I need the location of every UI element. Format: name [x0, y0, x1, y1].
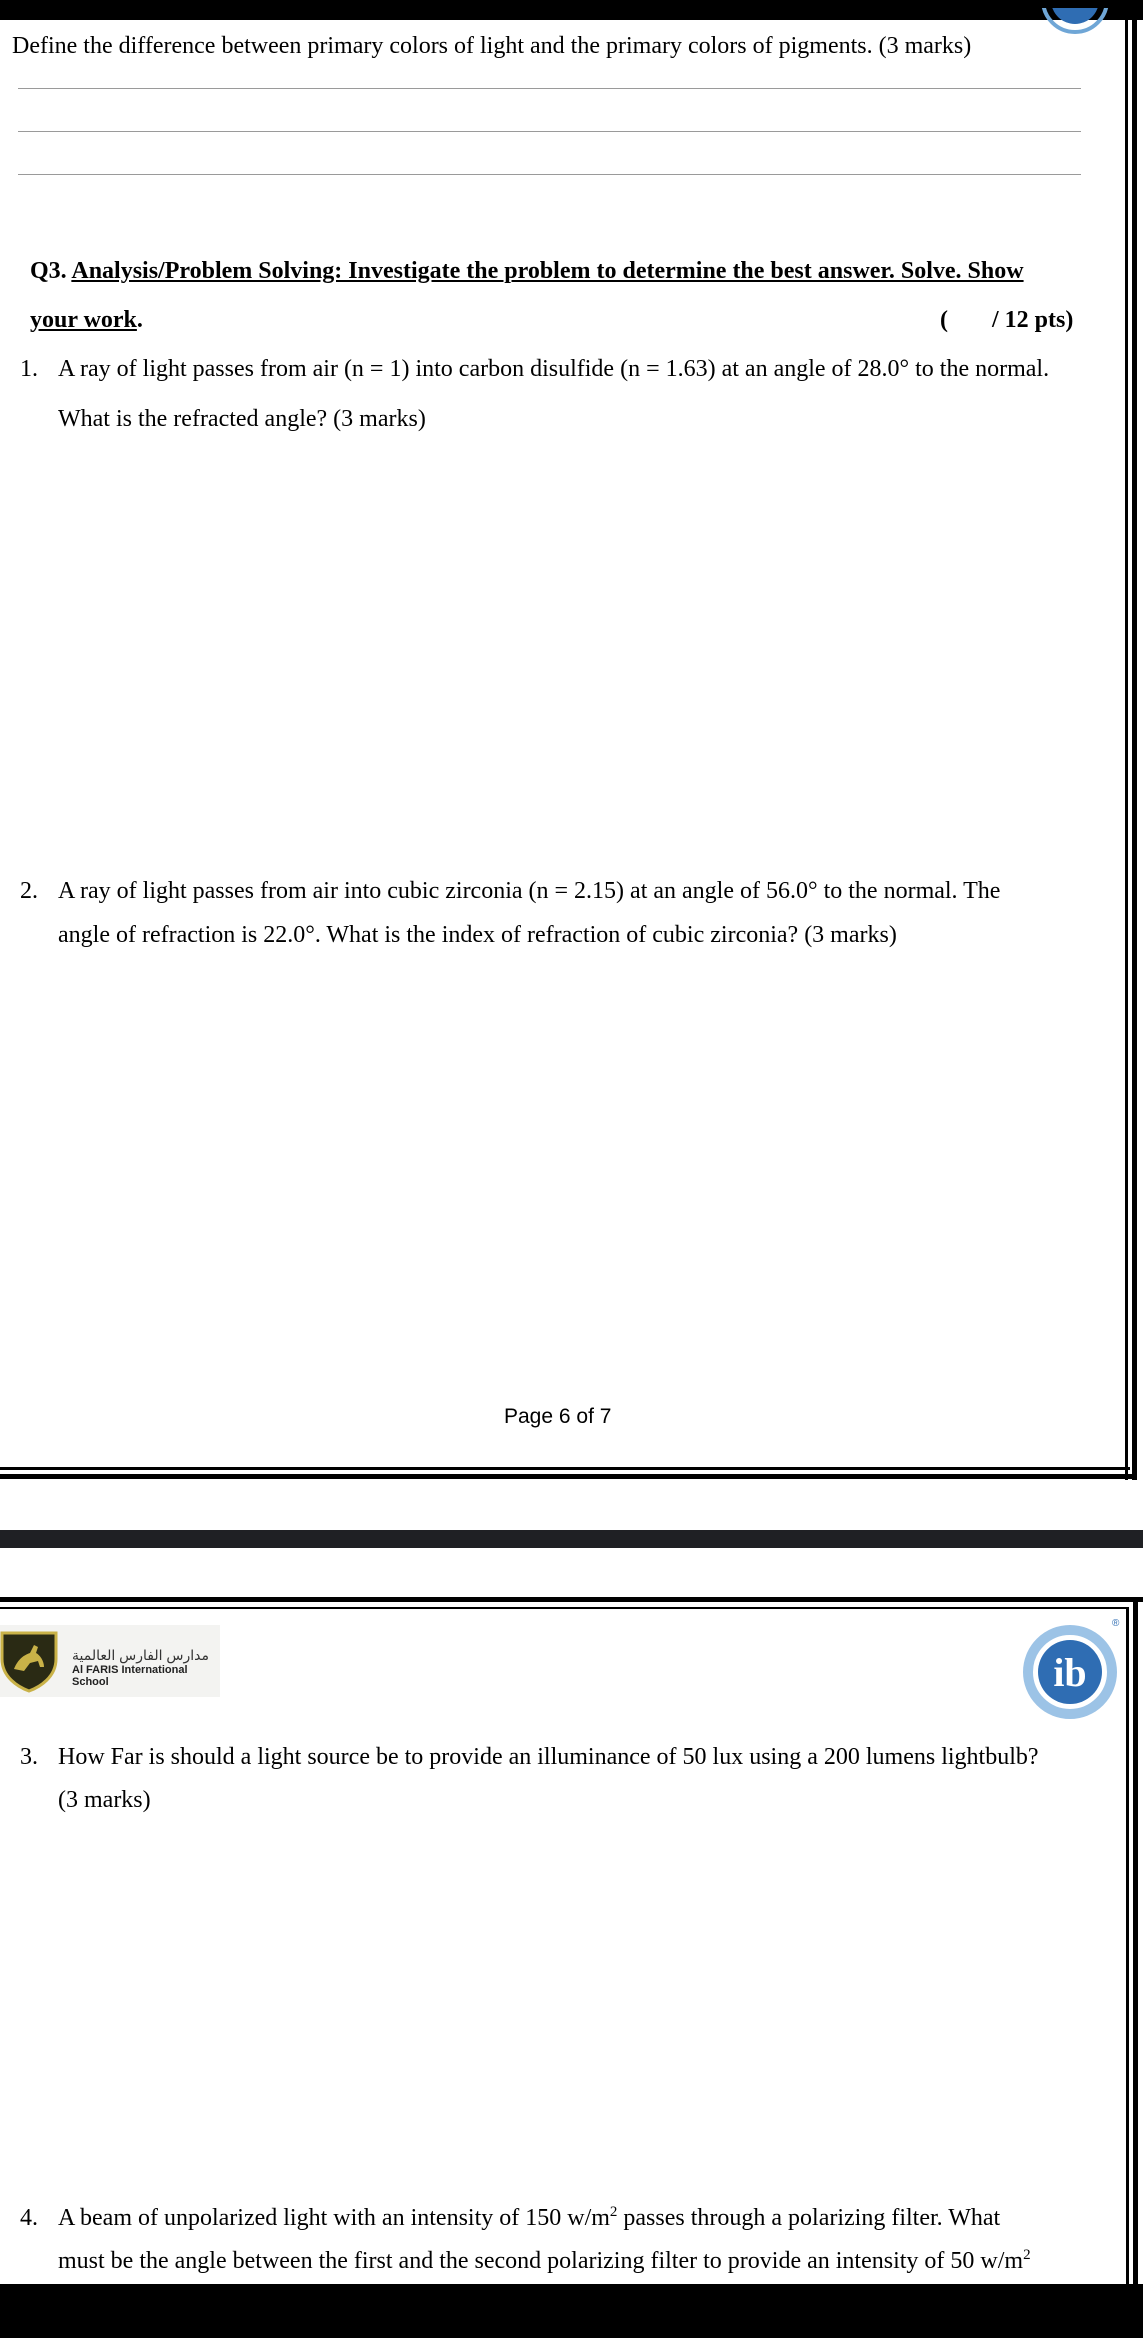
school-name-arabic: مدارس الفارس العالمية: [72, 1647, 209, 1663]
page-gap-band: [0, 1530, 1143, 1548]
q4-line2-a: must be the angle between the first and the second polarizing filter to provide an intensity of 50 w/m: [58, 2248, 1024, 2274]
ib-registered-mark: ®: [1112, 1618, 1120, 1629]
bottom-black-bar: [0, 2284, 1143, 2338]
q2-number: 2.: [20, 878, 38, 904]
section-heading: [30, 257, 1024, 286]
q3-line2: (3 marks): [58, 1787, 151, 1813]
answer-line-1[interactable]: [18, 88, 1081, 89]
page-frame-right: [1125, 20, 1128, 1480]
q1-line1: A ray of light passes from air (n = 1) into carbon disulfide (n = 1.63) at an angle of 28.0° to the normal.: [58, 356, 1050, 382]
q4-line2-sup: 2: [1023, 2247, 1031, 2263]
page-footer: Page 6 of 7: [504, 1405, 612, 1428]
school-name-english: Al FARIS International School: [72, 1664, 188, 1688]
score-open: (: [940, 307, 948, 333]
q4-number: 4.: [20, 2205, 38, 2231]
section-title-line1: Analysis/Problem Solving: Investigate the problem to determine the best answer. Solve. Show: [71, 258, 1024, 284]
answer-line-2[interactable]: [18, 131, 1081, 132]
q1-number: 1.: [20, 356, 38, 382]
lower-frame-right-outer: [1133, 1602, 1138, 2297]
lower-frame-top: [0, 1607, 1128, 1609]
q4-line1: [58, 2204, 1000, 2233]
section-title-line2: your work: [30, 307, 137, 333]
section-heading-line2: [30, 306, 143, 335]
q3-number: 3.: [20, 1744, 38, 1770]
lower-frame-right: [1126, 1607, 1129, 2297]
q1-line2: What is the refracted angle? (3 marks): [58, 406, 426, 432]
q3-line1: How Far is should a light source be to provide an illuminance of 50 lux using a 200 lumens lightbulb?: [58, 1744, 1039, 1770]
answer-line-3[interactable]: [18, 174, 1081, 175]
section-number: Q3.: [30, 258, 67, 284]
q4-line1-sup: 2: [609, 2204, 618, 2220]
define-question: Define the difference between primary colors of light and the primary colors of pigments. (3 marks): [12, 33, 972, 59]
q4-line2: [58, 2247, 1031, 2276]
shield-icon: [0, 1629, 58, 1693]
page-frame-right-outer: [1132, 20, 1137, 1480]
lower-frame-top-outer: [0, 1597, 1143, 1602]
school-logo: [0, 1625, 220, 1697]
ib-badge-partial: [1035, 8, 1115, 48]
section-title-period: .: [136, 307, 143, 333]
ib-logo: [1018, 1620, 1118, 1720]
page-frame-bottom: [0, 1467, 1130, 1470]
q4-line1-a: A beam of unpolarized light with an intensity of 150 w/m: [58, 2205, 610, 2231]
q4-line1-b: passes through a polarizing filter. What: [617, 2205, 1001, 2231]
q2-line1: A ray of light passes from air into cubic zirconia (n = 2.15) at an angle of 56.0° to the normal. The: [58, 878, 1001, 904]
score-total: / 12 pts): [992, 307, 1074, 333]
page-frame-bottom-outer: [0, 1474, 1137, 1479]
svg-text:ib: ib: [1053, 1650, 1087, 1695]
top-black-bar: [0, 0, 1143, 20]
q2-line2: angle of refraction is 22.0°. What is the index of refraction of cubic zirconia? (3 marks): [58, 922, 897, 948]
